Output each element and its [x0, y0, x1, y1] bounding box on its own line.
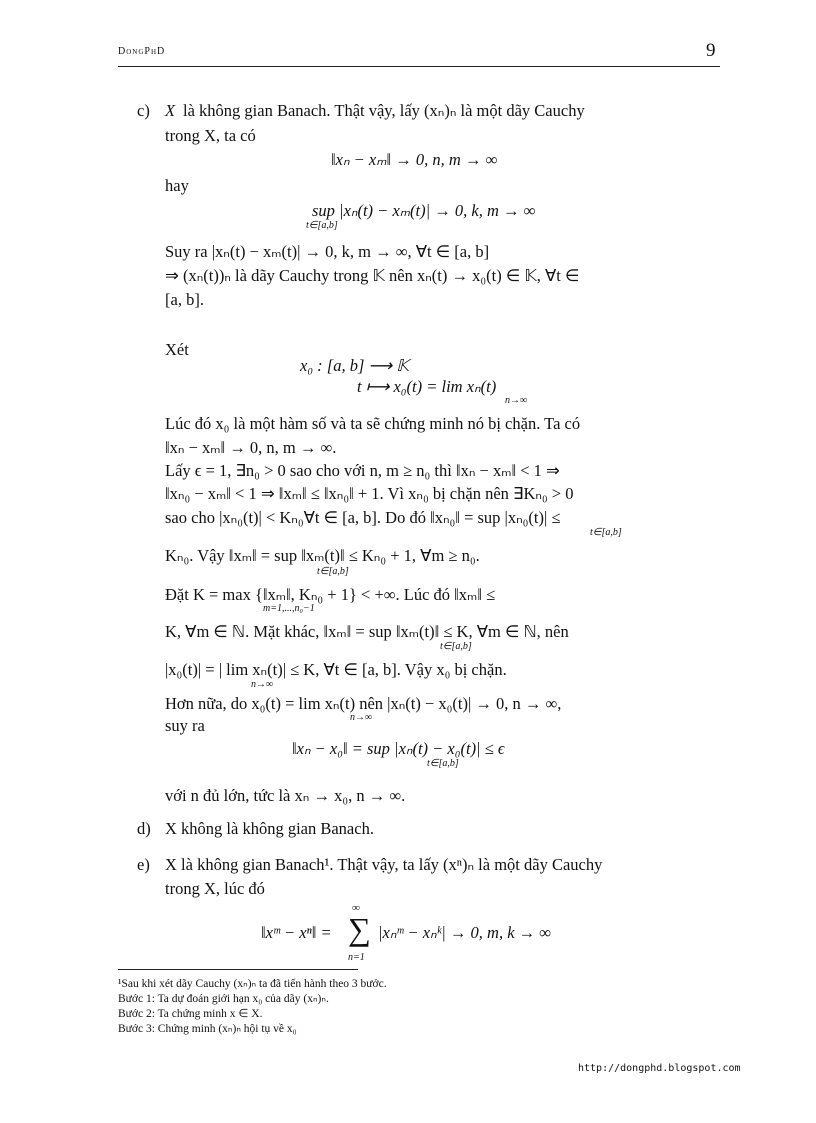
- item-e-line1: X là không gian Banach¹. Thật vậy, ta lấy (xⁿ)ₙ là một dãy Cauchy: [165, 855, 603, 874]
- footnote-rule: [118, 969, 358, 970]
- paragraph-line-6: Kₙ₀. Vậy ‖xₘ‖ = sup ‖xₘ(t)‖ ≤ Kₙ₀ + 1, ∀m ≥ n₀.: [165, 546, 480, 565]
- equation-4-sum-top: ∞: [352, 902, 360, 914]
- text-xet: Xét: [165, 340, 189, 359]
- equation-4-left: ‖xᵐ − xⁿ‖ =: [261, 923, 332, 942]
- item-c-line1: là không gian Banach. Thật vậy, lấy (xₙ)ₙ là một dãy Cauchy: [183, 101, 585, 120]
- paragraph-line-1: Lúc đó x₀ là một hàm số và ta sẽ chứng minh nó bị chặn. Ta có: [165, 414, 581, 433]
- equation-2: sup |xₙ(t) − xₘ(t)| → 0, k, m → ∞: [312, 201, 536, 220]
- paragraph-line-5: sao cho |xₙ₀(t)| < Kₙ₀∀t ∈ [a, b]. Do đó ‖xₙ₀‖ = sup |xₙ₀(t)| ≤: [165, 508, 561, 527]
- map-limit-subscript: n→∞: [505, 395, 528, 406]
- equation-3-subscript: t∈[a,b]: [427, 758, 459, 769]
- item-e-label: e): [137, 855, 150, 874]
- paragraph-line-9: |x₀(t)| = | lim xₙ(t)| ≤ K, ∀t ∈ [a, b]. Vậy x₀ bị chặn.: [165, 660, 507, 679]
- item-d-text: X không là không gian Banach.: [165, 819, 374, 838]
- text-suy-ra: Suy ra |xₙ(t) − xₘ(t)| → 0, k, m → ∞, ∀t ∈ [a, b]: [165, 242, 490, 261]
- equation-4-sum-bottom: n=1: [348, 952, 365, 963]
- item-c-line2: trong X, ta có: [165, 126, 256, 145]
- paragraph-line-6-subscript: t∈[a,b]: [317, 566, 349, 577]
- equation-3: ‖xₙ − x₀‖ = sup |xₙ(t) − x₀(t)| ≤ ϵ: [292, 739, 505, 758]
- equation-2-subscript: t∈[a,b]: [306, 220, 338, 231]
- paragraph-line-8-subscript: t∈[a,b]: [440, 641, 472, 652]
- page-number: 9: [706, 40, 716, 61]
- paragraph-line-8: K, ∀m ∈ ℕ. Mặt khác, ‖xₘ‖ = sup ‖xₘ(t)‖ ≤ K, ∀m ∈ ℕ, nên: [165, 622, 569, 641]
- equation-1: ‖xₙ − xₘ‖ → 0, n, m → ∞: [331, 150, 498, 169]
- paragraph-line-9-subscript: n→∞: [251, 679, 274, 690]
- footer-url[interactable]: http://dongphd.blogspot.com: [578, 1063, 741, 1074]
- equation-4-sum: ∑: [348, 911, 371, 947]
- paragraph-line-11: suy ra: [165, 716, 205, 735]
- running-header-author: DongPhD: [118, 46, 166, 57]
- text-interval: [a, b].: [165, 290, 204, 309]
- paragraph-line-10: Hơn nữa, do x₀(t) = lim xₙ(t) nên |xₙ(t) − x₀(t)| → 0, n → ∞,: [165, 694, 562, 713]
- item-c-label: c): [137, 101, 150, 120]
- equation-4-right: |xₙᵐ − xₙᵏ| → 0, m, k → ∞: [378, 923, 552, 942]
- text-implies: ⇒ (xₙ(t))ₙ là dãy Cauchy trong 𝕂 nên xₙ(t) → x₀(t) ∈ 𝕂, ∀t ∈: [165, 266, 580, 285]
- paragraph-line-2: ‖xₙ − xₘ‖ → 0, n, m → ∞.: [165, 438, 337, 457]
- paragraph-line-3: Lấy ϵ = 1, ∃n₀ > 0 sao cho với n, m ≥ n₀ thì ‖xₙ − xₘ‖ < 1 ⇒: [165, 461, 560, 480]
- footnote-line-1: ¹Sau khi xét dãy Cauchy (xₙ)ₙ ta đã tiến hành theo 3 bước.: [118, 978, 387, 990]
- paragraph-line-7: Đặt K = max {‖xₘ‖, Kₙ₀ + 1} < +∞. Lúc đó ‖xₘ‖ ≤: [165, 585, 496, 604]
- paragraph-line-7-subscript: m=1,...,n₀−1: [263, 603, 315, 614]
- map-line-1: x₀ : [a, b] ⟶ 𝕂: [300, 356, 409, 375]
- item-d-label: d): [137, 819, 151, 838]
- paragraph-line-4: ‖xₙ₀ − xₘ‖ < 1 ⇒ ‖xₘ‖ ≤ ‖xₙ₀‖ + 1. Vì xₙ₀ bị chặn nên ∃Kₙ₀ > 0: [165, 484, 574, 503]
- math-x: X: [165, 101, 176, 120]
- paragraph-line-10-subscript: n→∞: [350, 712, 373, 723]
- paragraph-line-12: với n đủ lớn, tức là xₙ → x₀, n → ∞.: [165, 786, 406, 805]
- map-line-2: t ⟼ x₀(t) = lim xₙ(t): [357, 377, 497, 396]
- footnote-line-3: Bước 2: Ta chứng minh x ∈ X.: [118, 1008, 263, 1020]
- header-rule: [118, 66, 720, 67]
- footnote-line-4: Bước 3: Chứng minh (xₙ)ₙ hội tụ về x₀: [118, 1023, 297, 1035]
- item-e-line2: trong X, lúc đó: [165, 879, 265, 898]
- footnote-line-2: Bước 1: Ta dự đoán giới hạn x₀ của dãy (xₙ)ₙ.: [118, 993, 329, 1005]
- paragraph-line-5-subscript: t∈[a,b]: [590, 527, 622, 538]
- text-hay: hay: [165, 176, 189, 195]
